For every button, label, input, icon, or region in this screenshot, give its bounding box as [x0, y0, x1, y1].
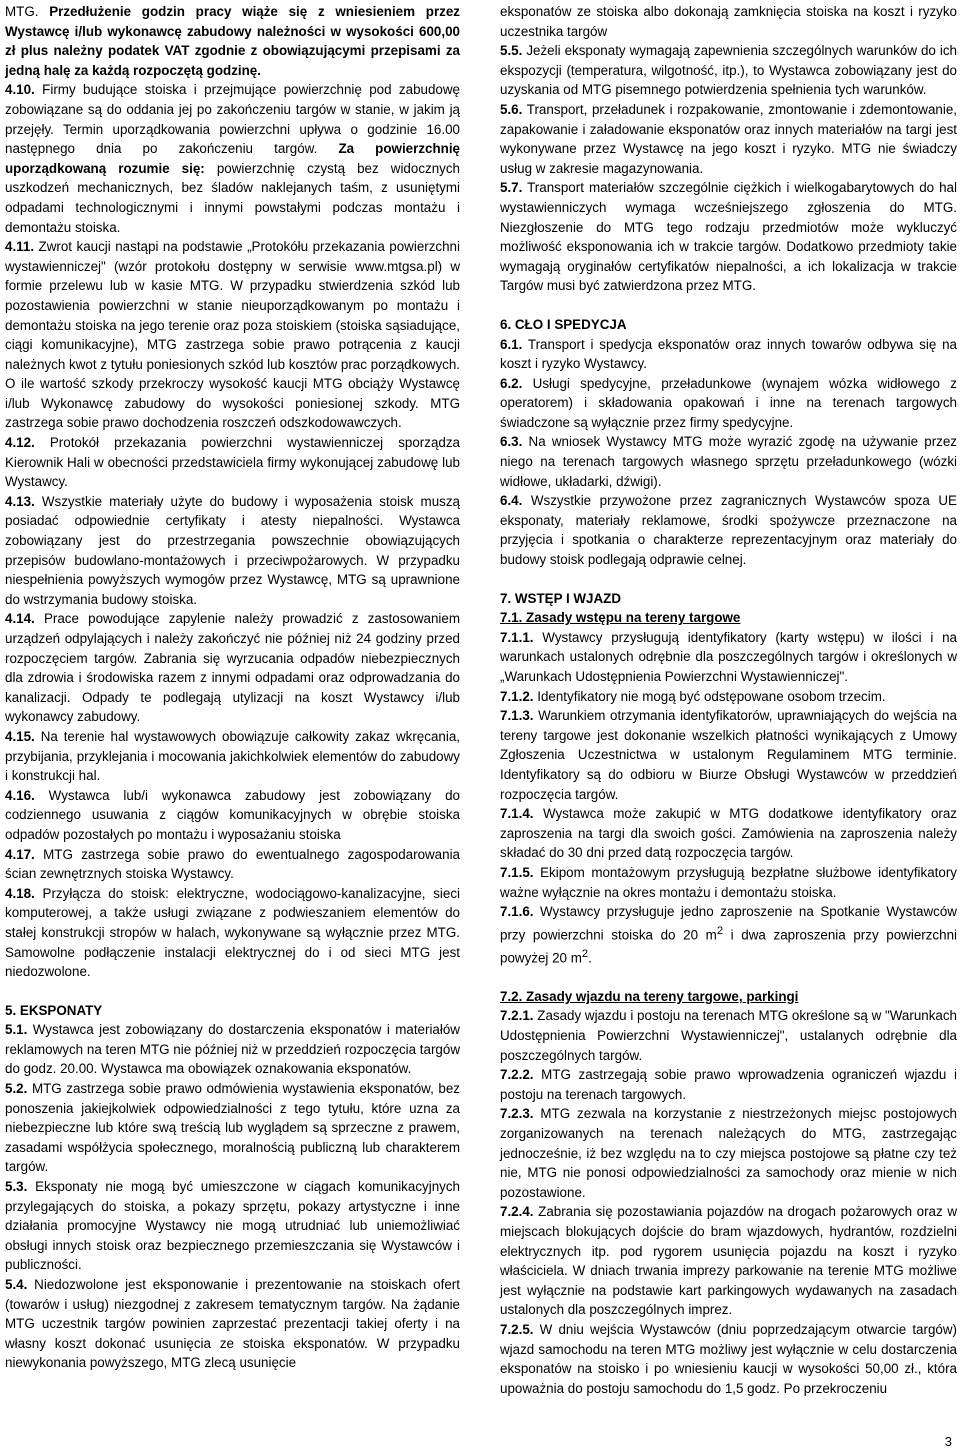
section-heading-wstep-i-wjazd: 7. WSTĘP I WJAZD [500, 590, 622, 606]
right-column [500, 2, 957, 1398]
clause-number: 7.1.5. [500, 864, 534, 880]
clause-text: Zasady wjazdu i postoju na terenach MTG określone są w "Warunkach Udostępnienia Powierzchni Wystawienniczej", ustalanych odrębnie dla poszczególnych targów. [500, 1008, 957, 1063]
paragraph-4-12 [5, 433, 460, 492]
clause-number: 7.2.5. [500, 1321, 534, 1337]
superscript: 2 [716, 924, 724, 937]
clause-text: Wystawca lub/i wykonawca zabudowy jest zobowiązany do codziennego usuwania z ciągów komunikacyjnych w obrębie stoiska odpadów pozostałych po montażu i wyposażaniu stoiska [5, 787, 460, 842]
clause-number: 7.1.3. [500, 708, 534, 724]
clause-number: 4.11. [5, 239, 35, 255]
clause-text: Na wniosek Wystawcy MTG może wyrazić zgodę na używanie przez niego na terenach targowych własnego sprzętu przeładunkowego (wózki widłowe, układarki, dźwigi). [500, 434, 957, 489]
subsection-heading-wstep: 7.1. Zasady wstępu na tereny targowe [500, 610, 741, 626]
clause-number: 4.12. [5, 435, 35, 451]
clause-number: 6.2. [500, 375, 523, 391]
page-number: 3 [944, 1434, 952, 1449]
paragraph-5-3 [5, 1177, 460, 1275]
paragraph-6-1 [500, 335, 957, 374]
clause-text: Wystawca jest zobowiązany do dostarczenia eksponatów i materiałów reklamowych na teren MTG nie później niż w przeddzień rozpoczęcia targów do godz. 20.00. Wystawca ma obowiązek oznakowania eksponatów. [5, 1022, 460, 1077]
clause-text: Eksponaty nie mogą być umieszczone w ciągach komunikacyjnych przylegających do stoiska, a pokazy sprzętu, pokazy artystyczne i inne działania promocyjne Wystawcy nie mogą utrudniać lub uniemożliwiać obsługi innych stoisk oraz bezpiecznego przemieszczania się Wystawców i publiczności. [5, 1179, 460, 1273]
clause-text: MTG zastrzegają sobie prawo wprowadzenia ograniczeń wjazdu i postoju na terenach targowych. [500, 1067, 957, 1102]
paragraph-5-4 [5, 1275, 460, 1373]
clause-number: 5.2. [5, 1081, 28, 1097]
clause-text: Protokół przekazania powierzchni wystawienniczej sporządza Kierownik Hali w obecności przedstawiciela firmy wykonującej zabudowę lub Wystawcy. [5, 435, 460, 490]
clause-number: 5.7. [500, 180, 523, 196]
clause-bold-text: Za powierzchnię uporządkowaną rozumie się: [5, 141, 461, 176]
clause-text: powierzchnię czystą bez widocznych uszkodzeń mechanicznych, bez śladów naklejanych taśm, z usuniętymi odpadami technologicznymi i innymi powstałymi podczas montażu i demontażu stoiska. [5, 160, 460, 235]
clause-text: MTG zastrzega sobie prawo odmówienia wystawienia eksponatów, bez ponoszenia jakiejkolwiek odpowiedzialności z tego tytułu, które uzna za niebezpieczne lub które swą treścią lub wyglądem są sprzeczne z prawem, zasadami współżycia społecznego, moralnością publiczną lub charakterem targów. [5, 1081, 460, 1175]
clause-number: 7.1.2. [500, 688, 534, 704]
clause-text: Niedozwolone jest eksponowanie i prezentowanie na stoiskach ofert (towarów i usług) niezgodnej z zakresem tematycznym targów. Na żądanie MTG uczestnik targów powinien zaprzestać prezentacji takiej oferty i na własny koszt dokonać usunięcia ze stoiska eksponatów. W przypadku niewykonania powyższego, MTG zlecą usunięcie [5, 1277, 460, 1371]
paragraph-5-1 [5, 1020, 460, 1079]
subsection-heading-wjazd: 7.2. Zasady wjazdu na tereny targowe, parkingi [500, 988, 799, 1004]
paragraph-7-2-4 [500, 1202, 957, 1320]
clause-number: 5.3. [5, 1179, 28, 1195]
clause-text: Wszystkie materiały użyte do budowy i wyposażenia stoisk muszą posiadać odpowiednie certyfikaty i atesty niepalności. Wystawca zobowiązany jest do przestrzegania powszechnie obowiązujących przepisów budowlano-montażowych i przeciwpożarowych. W przypadku niespełnienia powyższych wymogów przez Wystawcę, MTG są uprawnione do wstrzymania budowy stoiska. [5, 493, 460, 607]
clause-number: 7.1.6. [500, 904, 534, 920]
clause-text: MTG zezwala na korzystanie z niestrzeżonych miejsc postojowych zorganizowanych na terenach należących do MTG, zastrzegając jednocześnie, iż bez względu na to czy miejsca postojowe są płatne czy też nie, MTG nie ponosi odpowiedzialności za samochody oraz mienie w nich pozostawione. [500, 1106, 957, 1200]
paragraph-5-5 [500, 41, 957, 100]
clause-text: Jeżeli eksponaty wymagają zapewnienia szczególnych warunków do ich ekspozycji (temperatura, wilgotność, itp.), to Wystawca zobowiązany jest do uzyskania od MTG pisemnego potwierdzenia spełnienia tych warunków. [500, 43, 957, 98]
clause-text: Prace powodujące zapylenie należy prowadzić z zastosowaniem urządzeń odpylających i należy zakończyć nie później niż 24 godziny przed rozpoczęciem targów. Zabrania się wyrzucania odpadów niebezpiecznych dla zdrowia i środowiska razem z innymi odpadami oraz odprowadzania do kanalizacji. Odpady te podlegają utylizacji na koszt Wystawcy i/lub wykonawcy zabudowy. [5, 611, 460, 725]
clause-text: MTG zastrzega sobie prawo do ewentualnego zagospodarowania ścian zewnętrznych stoiska Wystawcy. [5, 846, 460, 882]
paragraph-5-7 [500, 178, 957, 296]
clause-text: Transport materiałów szczególnie ciężkich i wielkogabarytowych do hal wystawienniczych wymaga wcześniejszego zgłoszenia do MTG. Niezgłoszenie do MTG tego rodzaju przedmiotów może wykluczyć możliwość eksponowania ich w trakcie targów. Dodatkowo przedmioty takie wymagają oryginałów certyfikatów niepalności, a ich lokalizacja w trakcie Targów musi być zatwierdzona przez MTG. [500, 180, 957, 294]
clause-text: Wszystkie przywożone przez zagranicznych Wystawców spoza UE eksponaty, materiały reklamowe, środki spożywcze przeznaczone na przyjęcia i spotkania o charakterze reprezentacyjnym oraz materiały do budowy stoisk podlegają odprawie celnej. [500, 493, 957, 568]
clause-text: Przyłącza do stoisk: elektryczne, wodociągowo-kanalizacyjne, sieci komputerowej, a także usługi związane z podwieszaniem elementów do stałej konstrukcji stropów w halach, wykonywane są wyłącznie przez MTG. Samowolne podłączenie instalacji elektrycznej do i od sieci MTG jest niedozwolone. [5, 885, 460, 980]
paragraph-4-16 [5, 786, 460, 845]
superscript: 2 [581, 947, 589, 960]
clause-number: 4.16. [5, 787, 35, 803]
clause-number: 7.2.4. [500, 1204, 534, 1220]
paragraph-4-13 [5, 492, 460, 610]
clause-number: 7.2.1. [500, 1008, 534, 1024]
paragraph-7-1-4 [500, 804, 957, 863]
clause-text: eksponatów ze stoiska albo dokonają zamknięcia stoiska na koszt i ryzyko uczestnika targów [500, 4, 957, 39]
clause-number: 4.18. [5, 885, 35, 901]
paragraph-7-1-2 [500, 687, 957, 707]
clause-number: 6.3. [500, 434, 523, 450]
clause-number: 5.4. [5, 1277, 28, 1292]
paragraph-7-1-5 [500, 863, 957, 902]
clause-number: 5.5. [500, 43, 523, 59]
clause-number: 5.6. [500, 101, 523, 117]
paragraph-7-1-1 [500, 628, 957, 687]
paragraph-6-2 [500, 374, 957, 433]
paragraph-4-15 [5, 727, 460, 786]
paragraph-7-2-3 [500, 1104, 957, 1202]
clause-number: 4.17. [5, 846, 35, 862]
paragraph-4-10 [5, 80, 460, 237]
clause-number: 6.1. [500, 336, 523, 352]
clause-text: Zabrania się pozostawiania pojazdów na drogach pożarowych oraz w miejscach blokujących dojście do bram wjazdowych, hydrantów, rozdzielni elektrycznych itp. pod rygorem usunięcia pojazdu na koszt i ryzyko właściciela. W dniach trwania imprezy parkowanie na terenie MTG możliwe jest wyłącznie na podstawie kart parkingowych wydawanych na zasadach ustalonych dla poszczególnych imprez. [500, 1204, 957, 1318]
clause-number: 7.2.2. [500, 1067, 534, 1083]
clause-number: 7.1.4. [500, 806, 534, 822]
paragraph-text: MTG. [5, 4, 50, 19]
paragraph-7-2-2 [500, 1065, 957, 1104]
paragraph-4-18 [5, 884, 460, 982]
paragraph-5-4-continued [500, 2, 957, 41]
clause-text: Wystawca może zakupić w MTG dodatkowe identyfikatory oraz zaproszenia na targi dla swoich gości. Zamówienia na zaproszenia należy składać do 30 dni przed datą rozpoczęcia targów. [500, 806, 957, 861]
paragraph-6-3 [500, 432, 957, 491]
clause-text: Identyfikatory nie mogą być odstępowane osobom trzecim. [537, 688, 886, 704]
section-heading-eksponaty: 5. EKSPONATY [5, 1002, 103, 1018]
paragraph-overtime [5, 2, 460, 80]
paragraph-5-6 [500, 100, 957, 178]
clause-number: 4.10. [5, 82, 35, 98]
clause-text: Firmy budujące stoiska i przejmujące powierzchnię pod zabudowę zobowiązane są do oddania jej po zakończeniu targów w stanie, w jakim ją przejęły. Termin uporządkowania powierzchni upływa o godzinie 16.00 następnego dnia po zakończeniu targów. [5, 82, 460, 157]
paragraph-6-4 [500, 491, 957, 569]
clause-number: 6.4. [500, 493, 523, 509]
clause-text: Wystawcy przysługuje jedno zaproszenie na Spotkanie Wystawców przy powierzchni stoiska do 20 m [500, 904, 957, 943]
paragraph-7-2-1 [500, 1006, 957, 1065]
clause-text: i dwa zaproszenia przy powierzchni powyżej 20 m [500, 927, 957, 966]
clause-number: 4.15. [5, 728, 35, 744]
clause-text: Ekipom montażowym przysługują bezpłatne służbowe identyfikatory ważne wyłącznie na okres montażu i demontażu stoiska. [500, 864, 957, 900]
clause-number: 4.14. [5, 611, 35, 627]
paragraph-bold-text: Przedłużenie godzin pracy wiąże się z wniesieniem przez Wystawcę i/lub wykonawcę zabudowy należności w wysokości 600,00 zł plus należny podatek VAT zgodnie z obowiązującymi przepisami za jedną halę za każdą rozpoczętą godzinę. [5, 4, 460, 78]
clause-text: Zwrot kaucji nastąpi na podstawie „Protokółu przekazania powierzchni wystawienniczej" (wzór protokołu dostępny w serwisie www.mtgsa.pl) w formie przelewu lub w kasie MTG. W przypadku stwierdzenia szkód lub pozostawienia powierzchni w stanie nieuporządkowanym po montażu i demontażu stoiska na jego terenie oraz poza stoiskiem (stoiska sąsiadujące, ciągi komunikacyjne), MTG zastrzega sobie prawo potrącenia z kaucji należnych kwot z tytułu poniesionych szkód lub kosztów prac porządkowych. O ile wartość szkody przekroczy wysokość kaucji MTG obciąży Wystawcę i/lub Wykonawcę zabudowy do wysokości poniesionej szkody. MTG zastrzega sobie prawo dochodzenia roszczeń odszkodowawczych. [5, 239, 460, 431]
clause-text: . [588, 950, 592, 966]
clause-number: 7.1.1. [500, 629, 534, 645]
paragraph-5-2 [5, 1079, 460, 1177]
paragraph-4-14 [5, 609, 460, 727]
paragraph-4-11 [5, 237, 460, 433]
clause-number: 5.1. [5, 1022, 28, 1038]
clause-text: Usługi spedycyjne, przeładunkowe (wynajem wózka widłowego z operatorem) i składowania opakowań i inne na terenach targowych świadczone są wyłącznie przez firmy spedycyjne. [500, 375, 957, 430]
clause-text: Warunkiem otrzymania identyfikatorów, uprawniających do wejścia na tereny targowe jest dokonanie wszelkich płatności wynikających z Umowy Zgłoszenia Uczestnictwa w ustalonym Regulaminem MTG terminie. Identyfikatory są do odbioru w Biurze Obsługi Wystawców w przeddzień rozpoczęcia targów. [500, 708, 957, 802]
paragraph-7-1-3 [500, 706, 957, 804]
paragraph-4-17 [5, 845, 460, 884]
clause-text: Na terenie hal wystawowych obowiązuje całkowity zakaz wkręcania, przybijania, przyklejania i mocowania jakichkolwiek elementów do zabudowy i konstrukcji hal. [5, 728, 460, 784]
left-column [5, 2, 460, 1373]
clause-text: W dniu wejścia Wystawców (dniu poprzedzającym otwarcie targów) wjazd samochodu na teren MTG możliwy jest wyłącznie w celu dostarczenia eksponatów na stoisko i po wniesieniu kaucji w wysokości 50,00 zł., która upoważnia do postoju samochodu do 1,5 godz. Po przekroczeniu [500, 1321, 957, 1396]
clause-text: Transport, przeładunek i rozpakowanie, zmontowanie i zdemontowanie, zapakowanie i załadowanie eksponatów oraz innych materiałów na targi jest wykonywane przez Wystawcę na jego koszt i ryzyko. MTG nie świadczy usług w zakresie magazynowania. [500, 101, 957, 176]
paragraph-7-1-6 [500, 902, 957, 968]
clause-number: 7.2.3. [500, 1106, 534, 1122]
clause-text: Transport i spedycja eksponatów oraz innych towarów odbywa się na koszt i ryzyko Wystawcy. [500, 336, 957, 372]
paragraph-7-2-5 [500, 1320, 957, 1398]
clause-text: Wystawcy przysługują identyfikatory (karty wstępu) w ilości i na warunkach ustalonych odrębnie dla poszczególnych targów i określonych w „Warunkach Udostępnienia Powierzchni Wystawienniczej". [500, 629, 957, 684]
clause-number: 4.13. [5, 493, 35, 509]
section-heading-clo-i-spedycja: 6. CŁO I SPEDYCJA [500, 316, 627, 332]
